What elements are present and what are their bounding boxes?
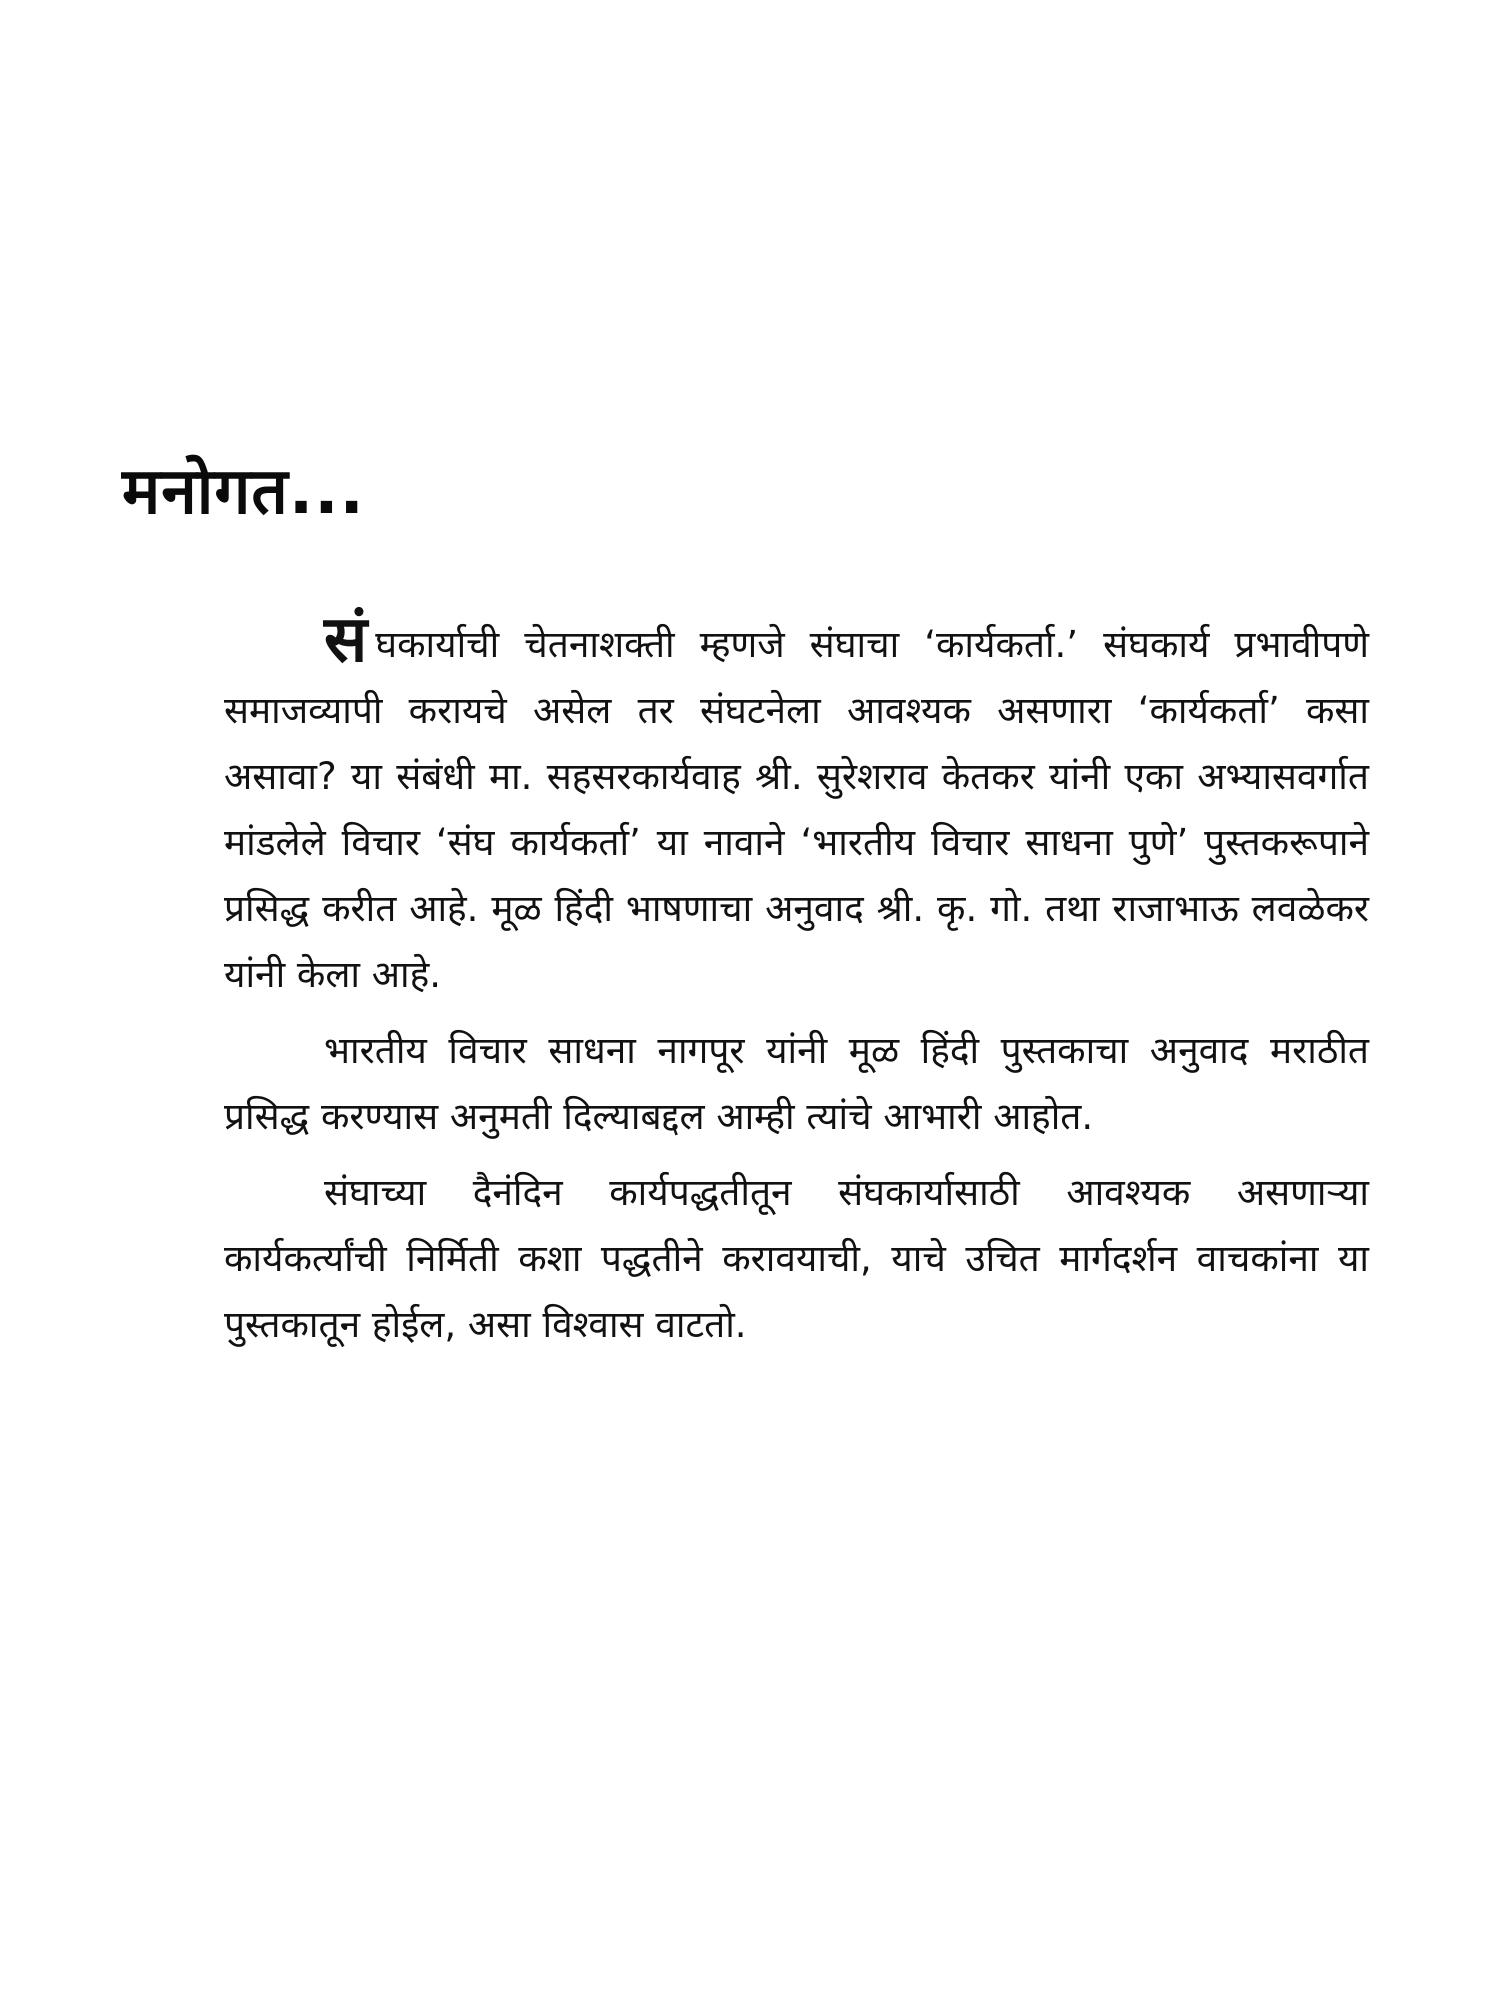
paragraph-2: भारतीय विचार साधना नागपूर यांनी मूळ हिंदी पुस्तकाचा अनुवाद मराठीत प्रसिद्ध करण्यास अनुमती दिल्याबद्दल आम्ही त्यांचे आभारी आहोत. [224,1029,1369,1138]
drop-cap: सं [324,603,368,677]
paragraph-1 [224,603,1369,1008]
paragraph-3: संघाच्या दैनंदिन कार्यपद्धतीतून संघकार्यासाठी आवश्यक असणाऱ्या कार्यकर्त्यांची निर्मिती कशा पद्धतीने करावयाची, याचे उचित मार्गदर्शन वाचकांना या पुस्तकातून होईल, असा विश्वास वाटतो. [224,1171,1369,1346]
page-heading: मनोगत... [122,455,365,529]
paragraph-1-text: घकार्याची चेतनाशक्ती म्हणजे संघाचा ‘कार्यकर्ता.’ संघकार्य प्रभावीपणे समाजव्यापी करायचे असेल तर संघटनेला आवश्यक असणारा ‘कार्यकर्ता’ कसा असावा? या संबंधी मा. सहसरकार्यवाह श्री. सुरेशराव केतकर यांनी एका अभ्यासवर्गात मांडलेले विचार ‘संघ कार्यकर्ता’ या नावाने ‘भारतीय विचार साधना पुणे’ पुस्तकरूपाने प्रसिद्ध करीत आहे. मूळ हिंदी भाषणाचा अनुवाद श्री. कृ. गो. तथा राजाभाऊ लवळेकर यांनी केला आहे. [224,623,1369,996]
body-text [224,603,1369,1358]
